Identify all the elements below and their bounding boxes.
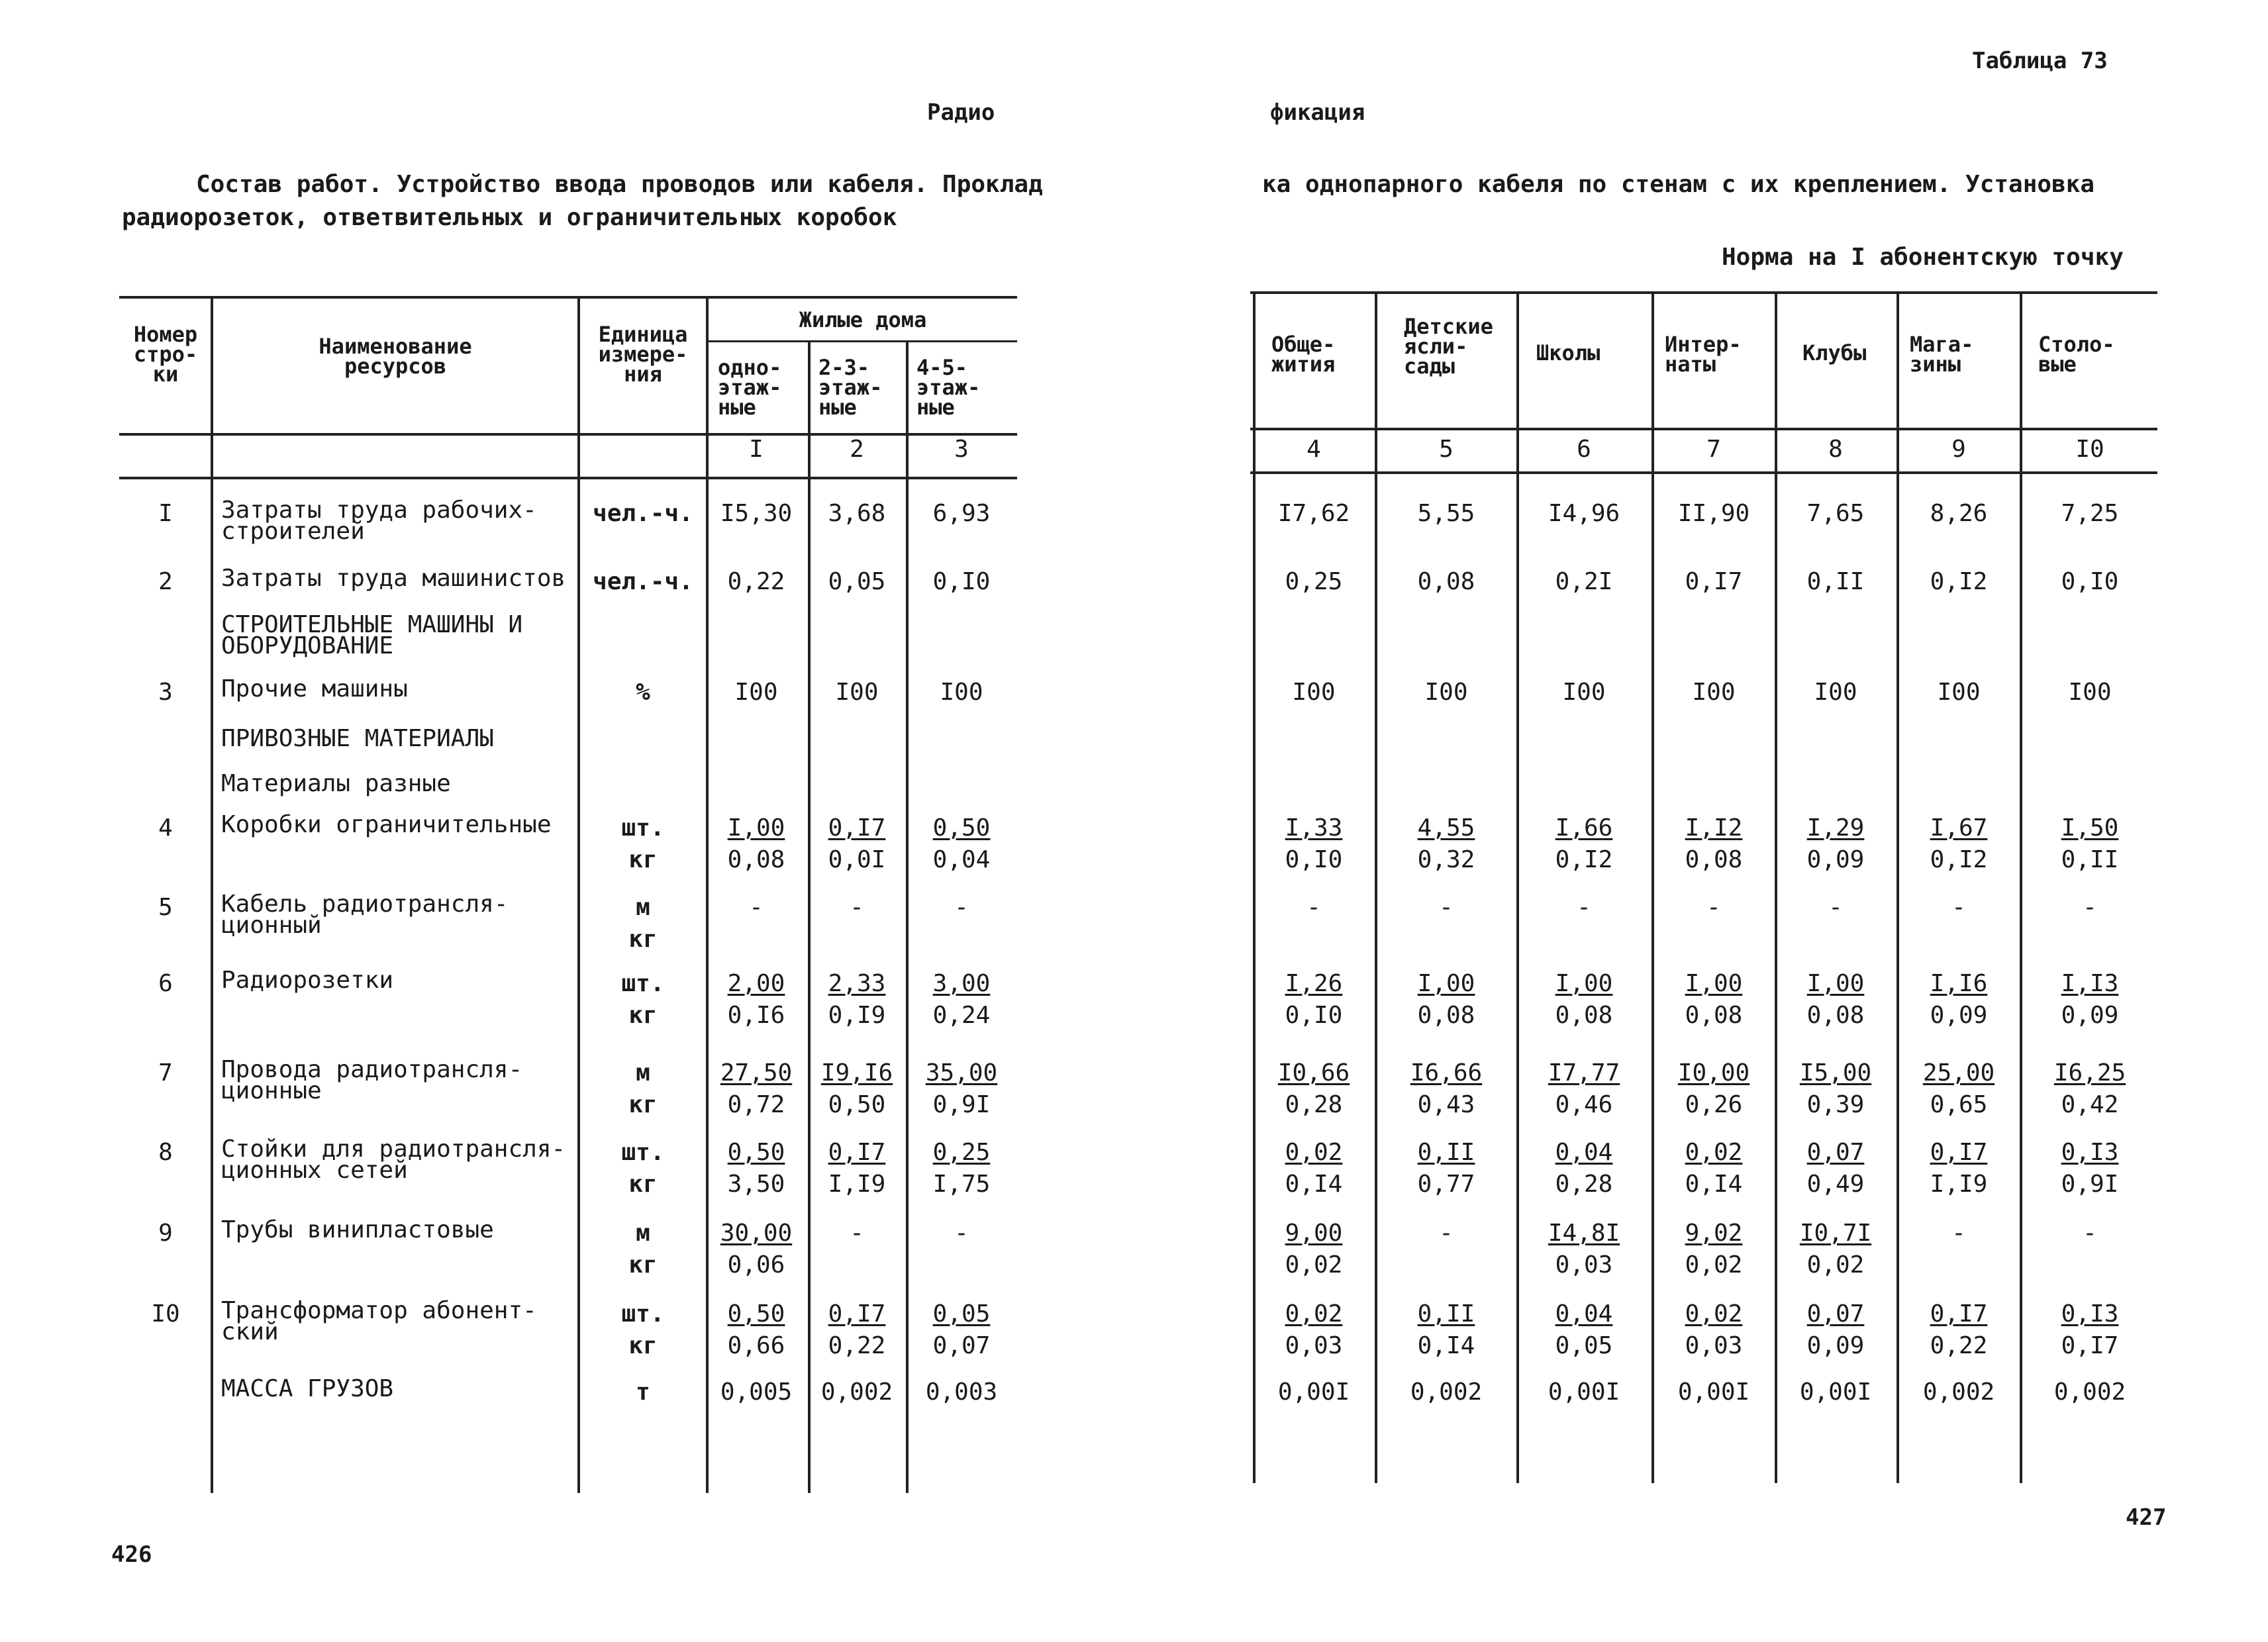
value-cell: 0,I4 xyxy=(1285,1171,1343,1198)
resource-name: СТРОИТЕЛЬНЫЕ МАШИНЫ И xyxy=(221,611,523,638)
value-cell: 0,02 xyxy=(1285,1300,1343,1328)
value-cell: 0,00I xyxy=(1677,1378,1750,1406)
value-cell: 0,03 xyxy=(1685,1332,1743,1359)
row-number: 6 xyxy=(158,970,173,997)
page-number-right: 427 xyxy=(2126,1504,2167,1531)
header-c6: Школы xyxy=(1536,340,1601,365)
resource-name: МАССА ГРУЗОВ xyxy=(221,1375,394,1402)
value-cell: 0,I4 xyxy=(1417,1332,1475,1359)
value-cell: I0,00 xyxy=(1677,1059,1750,1087)
value-cell: 0,0I xyxy=(828,846,886,873)
value-cell: - xyxy=(1307,894,1321,921)
value-cell: 7,65 xyxy=(1806,500,1865,527)
value-cell: I0,66 xyxy=(1277,1059,1350,1087)
value-cell: 0,I2 xyxy=(1930,568,1988,595)
row-number: 9 xyxy=(158,1220,173,1247)
unit-cell: % xyxy=(636,679,650,706)
unit-cell: шт. xyxy=(621,814,665,842)
resource-name: Прочие машины xyxy=(221,675,408,702)
value-cell: 0,42 xyxy=(2061,1091,2119,1118)
value-cell: I,00 xyxy=(1685,970,1743,997)
value-cell: I,33 xyxy=(1285,814,1343,842)
table-label: Таблица 73 xyxy=(1972,48,2108,74)
value-cell: 0,I6 xyxy=(727,1002,785,1029)
value-cell: I4,8I xyxy=(1548,1220,1620,1247)
value-cell: 0,66 xyxy=(727,1332,785,1359)
value-cell: I00 xyxy=(940,679,983,706)
unit-cell: м xyxy=(636,1059,650,1087)
value-cell: 8,26 xyxy=(1930,500,1988,527)
value-cell: I6,25 xyxy=(2053,1059,2126,1087)
value-cell: 6,93 xyxy=(932,500,991,527)
value-cell: 0,9I xyxy=(2061,1171,2119,1198)
value-cell: 5,55 xyxy=(1417,500,1475,527)
value-cell: 0,002 xyxy=(2053,1378,2126,1406)
value-cell: 0,00I xyxy=(1799,1378,1872,1406)
composition-left-1: Состав работ. Устройство ввода проводов или кабеля. Проклад xyxy=(196,171,1043,198)
value-cell: I,I6 xyxy=(1930,970,1988,997)
value-cell: - xyxy=(1951,894,1966,921)
header-col2: 2-3- этаж- ные xyxy=(818,355,883,420)
value-cell: 0,I0 xyxy=(2061,568,2119,595)
value-cell: I,00 xyxy=(1806,970,1865,997)
value-cell: I6,66 xyxy=(1410,1059,1483,1087)
value-cell: 0,II xyxy=(1417,1300,1475,1328)
column-number: 4 xyxy=(1307,436,1321,463)
header-c9: Мага- зины xyxy=(1910,332,1974,377)
value-cell: 0,002 xyxy=(1922,1378,1995,1406)
value-cell: - xyxy=(850,894,864,921)
value-cell: 0,I7 xyxy=(828,1300,886,1328)
value-cell: 0,08 xyxy=(1806,1002,1865,1029)
value-cell: - xyxy=(1828,894,1843,921)
value-cell: I,I9 xyxy=(1930,1171,1988,1198)
value-cell: 0,00I xyxy=(1277,1378,1350,1406)
value-cell: 0,50 xyxy=(727,1139,785,1166)
column-number: 8 xyxy=(1828,436,1843,463)
row-number: 8 xyxy=(158,1139,173,1166)
value-cell: 0,02 xyxy=(1806,1251,1865,1279)
title-left: Радио xyxy=(927,99,995,126)
value-cell: I,67 xyxy=(1930,814,1988,842)
resource-name: Трубы винипластовые xyxy=(221,1216,494,1243)
value-cell: 0,03 xyxy=(1285,1332,1343,1359)
value-cell: 0,26 xyxy=(1685,1091,1743,1118)
value-cell: I00 xyxy=(835,679,879,706)
value-cell: 0,I2 xyxy=(1555,846,1613,873)
column-number: 9 xyxy=(1951,436,1966,463)
unit-cell: шт. xyxy=(621,1300,665,1328)
value-cell: 0,07 xyxy=(1806,1139,1865,1166)
row-number: 7 xyxy=(158,1059,173,1087)
value-cell: - xyxy=(2083,1220,2097,1247)
value-cell: 0,22 xyxy=(727,568,785,595)
value-cell: I,I2 xyxy=(1685,814,1743,842)
value-cell: 0,9I xyxy=(932,1091,991,1118)
value-cell: I4,96 xyxy=(1548,500,1620,527)
resource-name: Радиорозетки xyxy=(221,967,394,994)
value-cell: I7,62 xyxy=(1277,500,1350,527)
resource-name: ПРИВОЗНЫЕ МАТЕРИАЛЫ xyxy=(221,725,494,752)
value-cell: 0,08 xyxy=(1417,1002,1475,1029)
value-cell: I,50 xyxy=(2061,814,2119,842)
header-row-no: Номер стро- ки xyxy=(133,322,198,387)
value-cell: 0,50 xyxy=(727,1300,785,1328)
value-cell: 0,04 xyxy=(1555,1139,1613,1166)
header-c4: Обще- жития xyxy=(1271,332,1336,377)
value-cell: 3,50 xyxy=(727,1171,785,1198)
page-number-left: 426 xyxy=(111,1541,152,1568)
value-cell: 0,25 xyxy=(1285,568,1343,595)
resource-name: Затраты труда машинистов xyxy=(221,565,566,592)
value-cell: 0,03 xyxy=(1555,1251,1613,1279)
header-c10: Столо- вые xyxy=(2038,332,2115,377)
header-c7: Интер- наты xyxy=(1665,332,1742,377)
value-cell: 0,02 xyxy=(1685,1139,1743,1166)
column-number: 5 xyxy=(1439,436,1454,463)
value-cell: 0,09 xyxy=(1930,1002,1988,1029)
value-cell: I5,00 xyxy=(1799,1059,1872,1087)
value-cell: - xyxy=(1706,894,1721,921)
value-cell: I,26 xyxy=(1285,970,1343,997)
value-cell: 0,II xyxy=(1806,568,1865,595)
unit-cell: кг xyxy=(628,846,658,873)
value-cell: 0,II xyxy=(2061,846,2119,873)
resource-name: ционных сетей xyxy=(221,1157,408,1184)
header-c8: Клубы xyxy=(1802,340,1867,365)
unit-cell: кг xyxy=(628,1171,658,1198)
value-cell: 0,07 xyxy=(1806,1300,1865,1328)
value-cell: 0,28 xyxy=(1555,1171,1613,1198)
value-cell: 0,25 xyxy=(932,1139,991,1166)
column-number: I0 xyxy=(2075,436,2104,463)
value-cell: 0,05 xyxy=(1555,1332,1613,1359)
norm-note: Норма на I абонентскую точку xyxy=(1722,244,2124,271)
composition-right-1: ка однопарного кабеля по стенам с их креплением. Установка xyxy=(1262,171,2095,198)
value-cell: I00 xyxy=(734,679,778,706)
value-cell: 0,43 xyxy=(1417,1091,1475,1118)
column-number: I xyxy=(749,436,764,463)
value-cell: 0,I7 xyxy=(828,814,886,842)
value-cell: 0,50 xyxy=(932,814,991,842)
value-cell: I00 xyxy=(1937,679,1981,706)
value-cell: 0,II xyxy=(1417,1139,1475,1166)
value-cell: 0,09 xyxy=(2061,1002,2119,1029)
value-cell: 0,08 xyxy=(727,846,785,873)
value-cell: - xyxy=(749,894,764,921)
unit-cell: кг xyxy=(628,1332,658,1359)
unit-cell: м xyxy=(636,1220,650,1247)
unit-cell: чел.-ч. xyxy=(593,568,693,595)
value-cell: 0,2I xyxy=(1555,568,1613,595)
row-number: 5 xyxy=(158,894,173,921)
value-cell: 0,22 xyxy=(828,1332,886,1359)
value-cell: 0,22 xyxy=(1930,1332,1988,1359)
unit-cell: кг xyxy=(628,1002,658,1029)
value-cell: I,00 xyxy=(1555,970,1613,997)
value-cell: I0,7I xyxy=(1799,1220,1872,1247)
unit-cell: шт. xyxy=(621,1139,665,1166)
value-cell: 0,08 xyxy=(1685,1002,1743,1029)
value-cell: 0,I0 xyxy=(932,568,991,595)
value-cell: I00 xyxy=(1692,679,1736,706)
value-cell: 0,I0 xyxy=(1285,846,1343,873)
value-cell: 0,46 xyxy=(1555,1091,1613,1118)
value-cell: 0,02 xyxy=(1285,1251,1343,1279)
value-cell: 0,06 xyxy=(727,1251,785,1279)
value-cell: 0,I7 xyxy=(2061,1332,2119,1359)
value-cell: I,29 xyxy=(1806,814,1865,842)
value-cell: 0,08 xyxy=(1685,846,1743,873)
value-cell: 0,I4 xyxy=(1685,1171,1743,1198)
value-cell: 0,24 xyxy=(932,1002,991,1029)
value-cell: 35,00 xyxy=(925,1059,998,1087)
value-cell: 30,00 xyxy=(720,1220,793,1247)
value-cell: 0,I2 xyxy=(1930,846,1988,873)
value-cell: 0,02 xyxy=(1285,1139,1343,1166)
column-number: 6 xyxy=(1577,436,1591,463)
resource-name: Кабель радиотрансля- xyxy=(221,891,509,918)
value-cell: - xyxy=(954,1220,969,1247)
value-cell: 0,65 xyxy=(1930,1091,1988,1118)
resource-name: Провода радиотрансля- xyxy=(221,1056,523,1083)
value-cell: I,00 xyxy=(727,814,785,842)
resource-name: Материалы разные xyxy=(221,770,451,797)
value-cell: 25,00 xyxy=(1922,1059,1995,1087)
value-cell: 9,02 xyxy=(1685,1220,1743,1247)
title-right: фикация xyxy=(1270,99,1365,126)
row-number: 2 xyxy=(158,568,173,595)
value-cell: I00 xyxy=(2068,679,2112,706)
value-cell: 2,33 xyxy=(828,970,886,997)
value-cell: 0,I7 xyxy=(828,1139,886,1166)
value-cell: 0,002 xyxy=(820,1378,893,1406)
value-cell: 0,08 xyxy=(1417,568,1475,595)
value-cell: I00 xyxy=(1424,679,1468,706)
value-cell: II,90 xyxy=(1677,500,1750,527)
value-cell: 0,32 xyxy=(1417,846,1475,873)
value-cell: - xyxy=(850,1220,864,1247)
value-cell: 0,003 xyxy=(925,1378,998,1406)
value-cell: 0,39 xyxy=(1806,1091,1865,1118)
value-cell: 0,005 xyxy=(720,1378,793,1406)
value-cell: 9,00 xyxy=(1285,1220,1343,1247)
header-group-residential: Жилые дома xyxy=(799,307,927,332)
value-cell: 0,02 xyxy=(1685,1251,1743,1279)
value-cell: - xyxy=(2083,894,2097,921)
value-cell: 0,72 xyxy=(727,1091,785,1118)
value-cell: 0,09 xyxy=(1806,1332,1865,1359)
value-cell: I00 xyxy=(1562,679,1606,706)
resource-name: Трансформатор абонент- xyxy=(221,1297,537,1324)
value-cell: 0,08 xyxy=(1555,1002,1613,1029)
resource-name: Стойки для радиотрансля- xyxy=(221,1135,566,1163)
value-cell: I00 xyxy=(1292,679,1336,706)
row-number: I xyxy=(158,500,173,527)
value-cell: - xyxy=(954,894,969,921)
value-cell: 0,07 xyxy=(932,1332,991,1359)
unit-cell: шт. xyxy=(621,970,665,997)
value-cell: 0,09 xyxy=(1806,846,1865,873)
resource-name: ОБОРУДОВАНИЕ xyxy=(221,632,394,659)
value-cell: 0,02 xyxy=(1685,1300,1743,1328)
value-cell: 0,77 xyxy=(1417,1171,1475,1198)
unit-cell: т xyxy=(636,1378,650,1406)
value-cell: 3,68 xyxy=(828,500,886,527)
value-cell: - xyxy=(1951,1220,1966,1247)
column-number: 7 xyxy=(1706,436,1721,463)
value-cell: I,66 xyxy=(1555,814,1613,842)
value-cell: I9,I6 xyxy=(820,1059,893,1087)
value-cell: 0,I9 xyxy=(828,1002,886,1029)
value-cell: 0,00I xyxy=(1548,1378,1620,1406)
unit-cell: м xyxy=(636,894,650,921)
column-number: 3 xyxy=(954,436,969,463)
value-cell: 0,I7 xyxy=(1930,1300,1988,1328)
value-cell: 0,002 xyxy=(1410,1378,1483,1406)
composition-left-2: радиорозеток, ответвительных и ограничительных коробок xyxy=(122,204,897,231)
header-resource: Наименование ресурсов xyxy=(319,334,472,379)
value-cell: 0,I7 xyxy=(1685,568,1743,595)
value-cell: - xyxy=(1439,1220,1454,1247)
value-cell: I,00 xyxy=(1417,970,1475,997)
header-col1: одно- этаж- ные xyxy=(718,355,782,420)
header-unit: Единица измере- ния xyxy=(598,322,688,387)
value-cell: 0,28 xyxy=(1285,1091,1343,1118)
value-cell: 4,55 xyxy=(1417,814,1475,842)
value-cell: 0,50 xyxy=(828,1091,886,1118)
value-cell: 2,00 xyxy=(727,970,785,997)
value-cell: 0,49 xyxy=(1806,1171,1865,1198)
row-number: 3 xyxy=(158,679,173,706)
row-number: I0 xyxy=(151,1300,180,1328)
value-cell: I,I3 xyxy=(2061,970,2119,997)
column-number: 2 xyxy=(850,436,864,463)
value-cell: - xyxy=(1577,894,1591,921)
value-cell: - xyxy=(1439,894,1454,921)
value-cell: I00 xyxy=(1814,679,1857,706)
value-cell: I5,30 xyxy=(720,500,793,527)
resource-name: строителей xyxy=(221,518,365,545)
unit-cell: кг xyxy=(628,926,658,953)
unit-cell: кг xyxy=(628,1091,658,1118)
value-cell: 0,I3 xyxy=(2061,1300,2119,1328)
resource-name: Коробки ограничительные xyxy=(221,811,552,838)
row-number: 4 xyxy=(158,814,173,842)
resource-name: ский xyxy=(221,1318,279,1345)
value-cell: I,I9 xyxy=(828,1171,886,1198)
value-cell: 0,05 xyxy=(828,568,886,595)
value-cell: 0,04 xyxy=(932,846,991,873)
unit-cell: чел.-ч. xyxy=(593,500,693,527)
value-cell: 0,I7 xyxy=(1930,1139,1988,1166)
value-cell: 0,05 xyxy=(932,1300,991,1328)
header-col3: 4-5- этаж- ные xyxy=(916,355,981,420)
value-cell: I7,77 xyxy=(1548,1059,1620,1087)
value-cell: 3,00 xyxy=(932,970,991,997)
resource-name: ционные xyxy=(221,1077,322,1104)
resource-name: Затраты труда рабочих- xyxy=(221,497,537,524)
value-cell: I,75 xyxy=(932,1171,991,1198)
resource-name: ционный xyxy=(221,912,322,939)
value-cell: 27,50 xyxy=(720,1059,793,1087)
value-cell: 7,25 xyxy=(2061,500,2119,527)
value-cell: 0,04 xyxy=(1555,1300,1613,1328)
unit-cell: кг xyxy=(628,1251,658,1279)
header-c5: Детские ясли- сады xyxy=(1404,314,1493,379)
value-cell: 0,I3 xyxy=(2061,1139,2119,1166)
value-cell: 0,I0 xyxy=(1285,1002,1343,1029)
